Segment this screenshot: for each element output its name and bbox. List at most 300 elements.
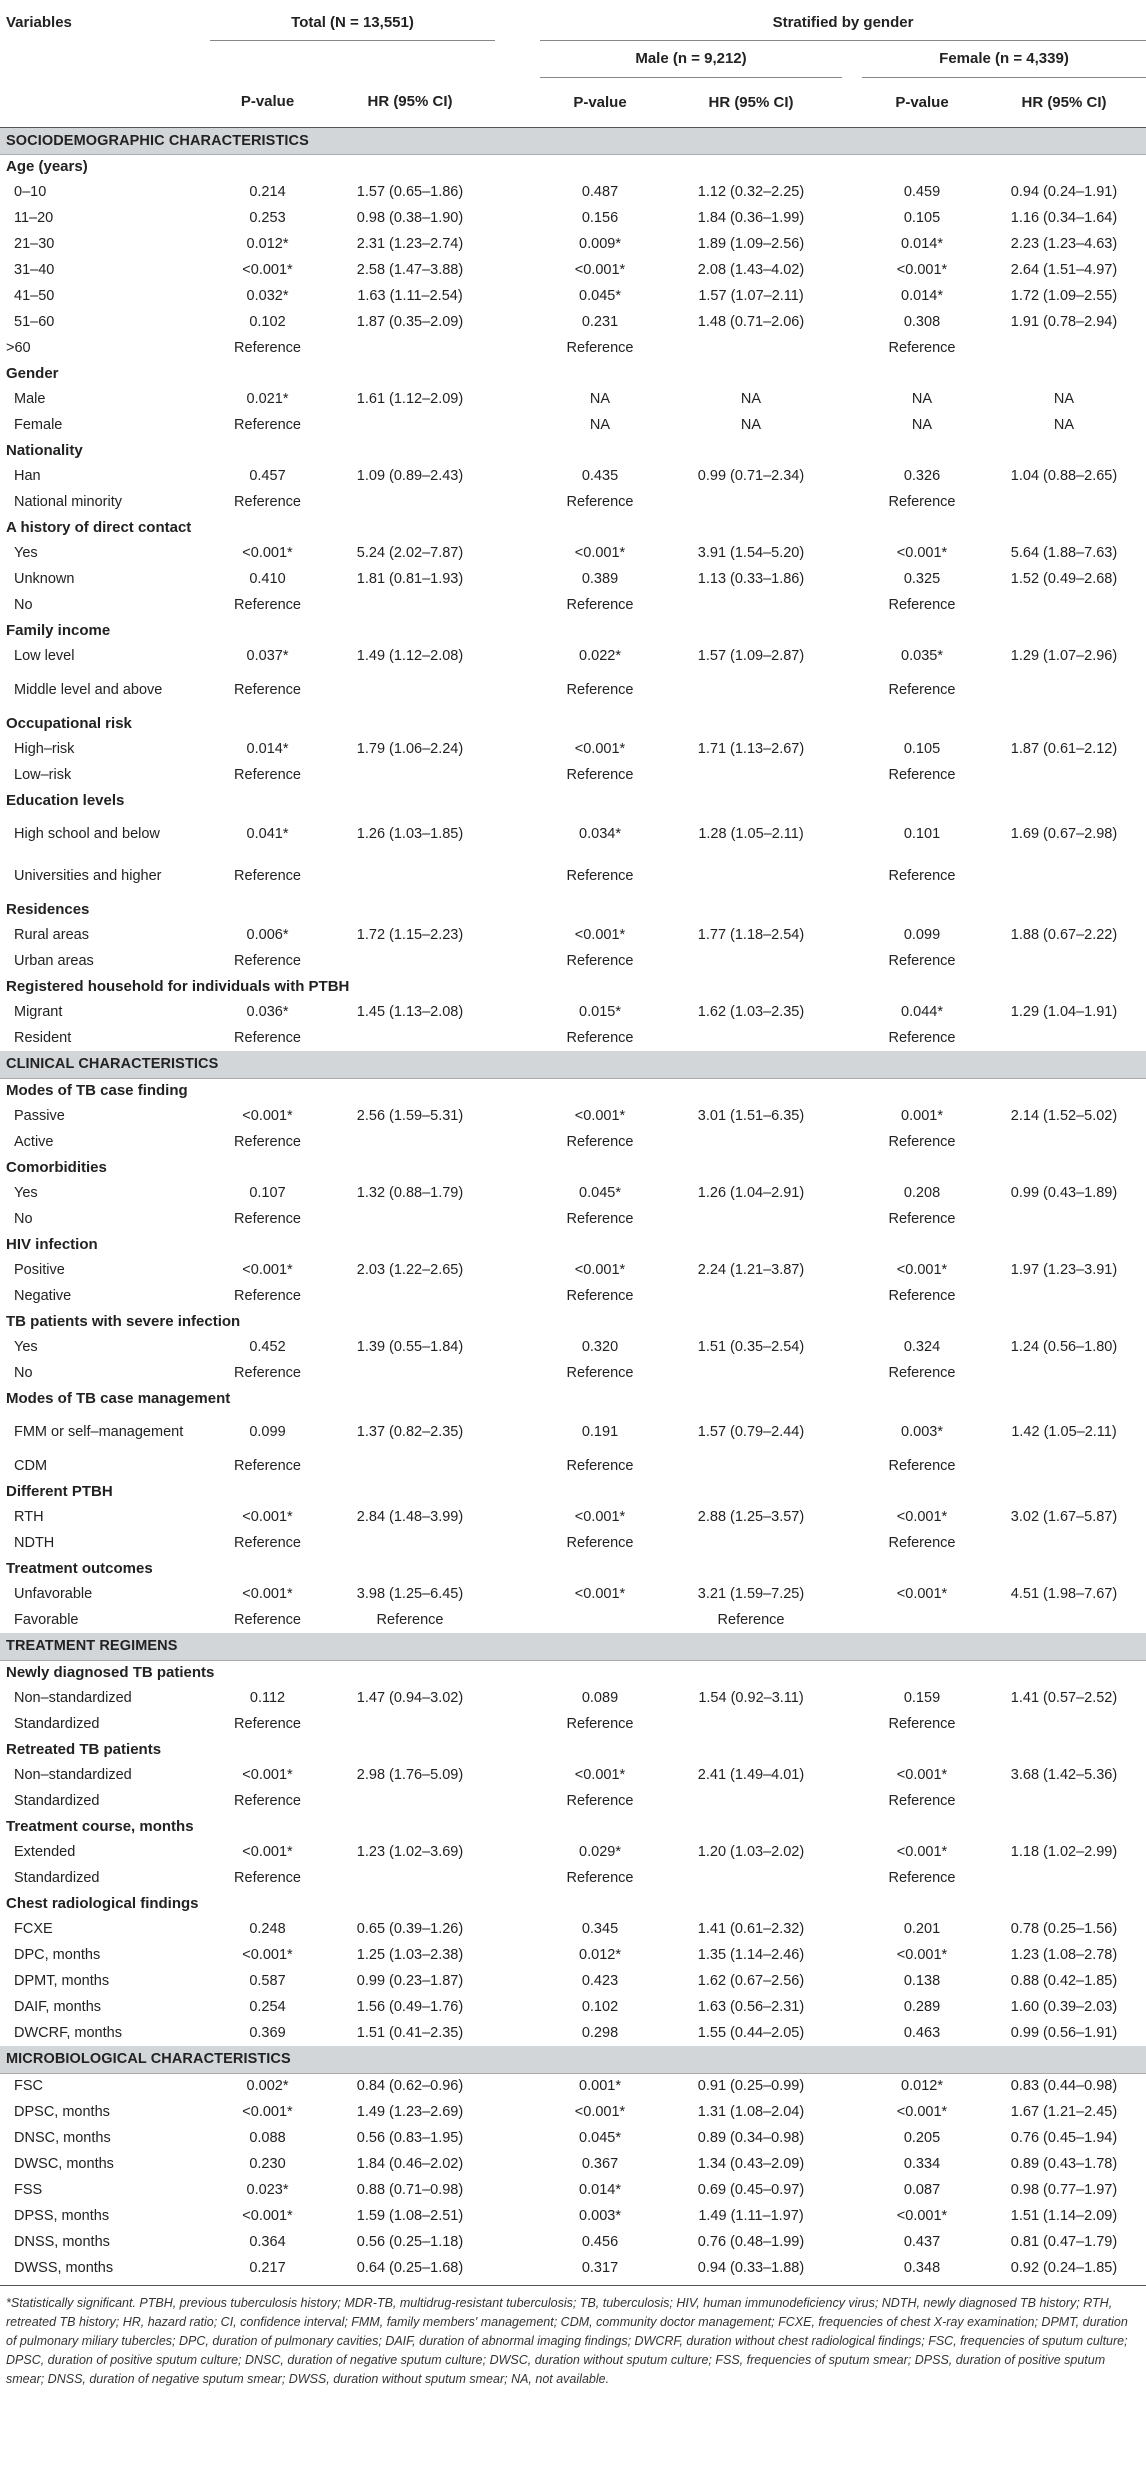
male-hr [660,1283,842,1309]
female-pvalue: 0.326 [903,468,941,484]
male-pvalue: 0.345 [581,1921,619,1937]
spacer [495,1916,540,1942]
total-hr [325,1865,495,1891]
total-pvalue: <0.001* [242,1262,293,1278]
female-pvalue: 0.138 [903,1973,941,1989]
male-pvalue: 0.231 [581,314,619,330]
female-pvalue: 0.289 [903,1999,941,2015]
table-row [0,1865,1146,1891]
total-hr [325,592,495,618]
spacer [842,1994,862,2020]
male-pvalue: 0.435 [581,468,619,484]
female-pvalue: 0.201 [903,1921,941,1937]
spacer [495,179,540,205]
female-pvalue: 0.334 [903,2156,941,2172]
spacer [495,813,540,855]
male-hr: 3.91 (1.54–5.20) [697,545,805,561]
spacer [842,283,862,309]
spacer [842,999,862,1025]
male-pvalue: 0.191 [581,1424,619,1440]
male-pvalue: 0.029* [579,1844,621,1860]
row-label: No [14,597,33,613]
total-pvalue: Reference [234,767,301,783]
variable-group [0,361,1146,386]
total-pvalue: Reference [234,1134,301,1150]
table-row [0,2203,1146,2229]
variable-group [0,1891,1146,1916]
male-pvalue: Reference [566,1134,634,1150]
spacer [842,1788,862,1814]
variable-group [0,1386,1146,1411]
female-hr: 0.83 (0.44–0.98) [1010,2078,1118,2095]
male-hr: 1.31 (1.08–2.04) [697,2104,805,2120]
variable-group-title: Residences [6,901,90,918]
female-pvalue: 0.101 [903,826,941,842]
male-hr [660,1360,842,1386]
spacer [842,1685,862,1711]
spacer [495,1865,540,1891]
spacer [495,257,540,283]
male-hr: 3.21 (1.59–7.25) [697,1586,805,1602]
male-hr [660,1453,842,1479]
table-row [0,489,1146,515]
row-label: DPSS, months [14,2208,110,2224]
table-row [0,999,1146,1025]
female-pvalue: <0.001* [896,1844,948,1860]
total-hr: 1.47 (0.94–3.02) [356,1690,464,1706]
total-pvalue: 0.088 [249,2130,286,2146]
total-pvalue: Reference [234,1793,301,1809]
row-label: Migrant [14,1004,63,1020]
spacer [495,2151,540,2177]
row-label: Positive [14,1262,65,1278]
total-pvalue: <0.001* [242,545,293,561]
spacer [842,1762,862,1788]
spacer [842,412,862,438]
male-hr: 1.77 (1.18–2.54) [697,927,805,943]
female-pvalue: Reference [888,597,956,613]
row-label: Urban areas [14,953,94,969]
female-hr [982,592,1146,618]
male-hr: 1.51 (0.35–2.54) [697,1339,805,1355]
male-pvalue: NA [589,417,611,433]
total-hr: 1.84 (0.46–2.02) [356,2156,464,2172]
total-pvalue: Reference [234,1870,301,1886]
total-hr [325,1025,495,1051]
spacer [842,489,862,515]
variable-group [0,788,1146,813]
spacer [495,669,540,711]
female-pvalue: 0.105 [903,741,941,757]
variable-group-title: Newly diagnosed TB patients [6,1664,215,1682]
female-pvalue: 0.348 [903,2260,941,2276]
male-hr [660,948,842,974]
row-label: FCXE [14,1921,53,1937]
male-pvalue: Reference [566,953,634,969]
spacer [842,762,862,788]
variable-group [0,154,1146,179]
male-pvalue: <0.001* [574,927,626,943]
table-row [0,855,1146,897]
spacer [495,1257,540,1283]
variable-group-title: Occupational risk [6,715,132,732]
male-hr: 1.57 (0.79–2.44) [697,1424,805,1440]
total-hr: 1.63 (1.11–2.54) [357,288,463,304]
male-pvalue: <0.001* [574,1509,626,1525]
total-pvalue: 0.041* [246,826,289,842]
male-hr: NA [740,391,762,407]
spacer [495,1180,540,1206]
row-label: 11–20 [14,210,54,226]
variable-group [0,897,1146,922]
female-pvalue: Reference [888,1793,956,1809]
male-pvalue: Reference [566,1365,634,1381]
row-label: Standardized [14,1870,100,1886]
male-pvalue: Reference [566,868,634,884]
table-row [0,643,1146,669]
table-row [0,1334,1146,1360]
total-pvalue: 0.012* [246,236,289,252]
male-hr: 0.89 (0.34–0.98) [697,2130,805,2146]
female-hr: 0.88 (0.42–1.85) [1010,1973,1118,1989]
spacer [495,922,540,948]
male-pvalue: <0.001* [574,741,626,757]
row-label: FSS [14,2182,43,2198]
spacer [842,179,862,205]
total-hr: 2.03 (1.22–2.65) [356,1262,464,1278]
table-row [0,2099,1146,2125]
spacer [495,2177,540,2203]
male-pvalue: Reference [566,1458,634,1474]
total-pvalue: <0.001* [242,1947,293,1963]
variable-group [0,1737,1146,1762]
spacer [495,1762,540,1788]
table-row [0,2177,1146,2203]
variable-group-title: Nationality [6,442,83,459]
variable-group-title: A history of direct contact [6,519,192,536]
section-header [0,2046,1146,2073]
row-label: Unknown [14,571,75,587]
male-hr: 0.94 (0.33–1.88) [697,2260,805,2276]
spacer [842,948,862,974]
male-pvalue: 0.423 [581,1973,619,1989]
row-label: Passive [14,1108,65,1124]
female-pvalue: 0.325 [903,571,941,587]
female-pvalue: Reference [888,494,956,510]
total-hr: 1.57 (0.65–1.86) [356,184,464,200]
table-row [0,1942,1146,1968]
female-pvalue: <0.001* [896,1767,948,1783]
total-hr [325,1206,495,1232]
female-pvalue: Reference [888,1716,956,1732]
spacer [495,2020,540,2046]
female-pvalue: 0.099 [903,927,941,943]
spacer [495,1103,540,1129]
spacer [495,2203,540,2229]
variable-group [0,515,1146,540]
table-row [0,2229,1146,2255]
spacer [495,2255,540,2281]
spacer [842,309,862,335]
spacer [495,999,540,1025]
female-hr: 1.24 (0.56–1.80) [1010,1339,1118,1355]
row-label: Active [14,1134,54,1150]
male-pvalue: 0.156 [581,210,619,226]
total-pvalue: 0.021* [246,391,289,407]
total-hr: 0.88 (0.71–0.98) [356,2182,464,2198]
female-hr-header: HR (95% CI) [1021,93,1107,111]
spacer [495,1360,540,1386]
total-hr: 1.56 (0.49–1.76) [356,1999,464,2015]
variable-group [0,1309,1146,1334]
total-pvalue: 0.036* [246,1004,289,1020]
total-hr: 0.98 (0.38–1.90) [356,210,464,226]
variable-group-title: Registered household for individuals with PTBH [6,978,350,995]
section-header [0,1633,1146,1660]
female-pvalue: 0.044* [901,1004,943,1020]
variable-group-title: Family income [6,622,111,639]
spacer [842,1025,862,1051]
total-hr: 1.09 (0.89–2.43) [356,468,464,484]
female-hr: 2.23 (1.23–4.63) [1010,236,1118,252]
total-pvalue: 0.364 [249,2234,286,2250]
table-row [0,1453,1146,1479]
female-hr: 0.98 (0.77–1.97) [1010,2182,1118,2198]
table-row [0,231,1146,257]
total-pvalue: 0.014* [246,741,289,757]
male-hr: NA [740,417,762,433]
female-hr: 1.69 (0.67–2.98) [1010,826,1118,842]
variable-group [0,618,1146,643]
total-pvalue: <0.001* [242,1844,293,1860]
total-pvalue: Reference [234,868,301,884]
male-pvalue: <0.001* [574,1262,626,1278]
male-hr: 1.89 (1.09–2.56) [697,236,805,252]
table-row [0,386,1146,412]
female-pvalue [862,1607,982,1633]
male-pvalue: 0.487 [581,184,619,200]
female-hr: 1.87 (0.61–2.12) [1010,741,1118,757]
male-pvalue: Reference [566,1793,634,1809]
female-hr [982,669,1146,711]
spacer [495,762,540,788]
row-label: DNSS, months [14,2234,110,2250]
row-label: >60 [6,340,31,356]
male-hr [660,335,842,361]
spacer [495,1788,540,1814]
male-hr [660,669,842,711]
table-row [0,1257,1146,1283]
total-pvalue: Reference [234,494,301,510]
row-label: Yes [14,545,38,561]
variable-group [0,1232,1146,1257]
table-row [0,257,1146,283]
section-header [0,127,1146,154]
table-row [0,1129,1146,1155]
male-pvalue: 0.045* [579,288,621,304]
total-hr: 0.84 (0.62–0.96) [356,2078,464,2095]
female-hr [982,855,1146,897]
table-row [0,1762,1146,1788]
male-hr [660,1206,842,1232]
total-pvalue: 0.006* [246,927,289,943]
female-pvalue: Reference [888,767,956,783]
row-label: No [14,1365,33,1381]
female-hr: 2.14 (1.52–5.02) [1010,1108,1118,1124]
table-row [0,463,1146,489]
male-pvalue: 0.456 [581,2234,619,2250]
total-hr: 1.23 (1.02–3.69) [356,1844,464,1860]
spacer [842,335,862,361]
table-row [0,1581,1146,1607]
total-hr: 2.84 (1.48–3.99) [356,1509,464,1525]
male-pvalue: 0.014* [579,2182,621,2198]
male-pvalue: Reference [566,1535,634,1551]
female-pvalue: 0.035* [901,648,943,664]
section-header [0,1051,1146,1078]
table-row [0,2125,1146,2151]
stratified-header: Stratified by gender [540,0,1146,40]
female-hr: 2.64 (1.51–4.97) [1010,262,1118,278]
female-hr: 0.89 (0.43–1.78) [1010,2156,1118,2172]
total-pvalue: 0.587 [249,1973,286,1989]
male-hr: 1.41 (0.61–2.32) [697,1921,805,1937]
female-hr: 0.92 (0.24–1.85) [1010,2260,1118,2276]
male-pvalue: 0.089 [581,1690,619,1706]
row-label: Male [14,391,46,407]
male-hr: 1.12 (0.32–2.25) [697,184,805,200]
spacer [842,1530,862,1556]
male-pvalue: 0.009* [579,236,621,252]
table-row [0,283,1146,309]
spacer [842,463,862,489]
spacer [842,2020,862,2046]
female-hr: 1.51 (1.14–2.09) [1010,2208,1118,2224]
total-hr: 1.49 (1.23–2.69) [356,2104,464,2120]
spacer [495,643,540,669]
male-hr [660,1530,842,1556]
female-pvalue: 0.012* [901,2078,943,2095]
female-hr: 0.78 (0.25–1.56) [1010,1921,1118,1937]
female-hr [982,1283,1146,1309]
spacer [495,2073,540,2099]
spacer [495,1581,540,1607]
spacer [495,283,540,309]
total-hr: 1.25 (1.03–2.38) [356,1947,464,1963]
spacer [842,2073,862,2099]
table-row [0,1530,1146,1556]
spacer [842,540,862,566]
total-pvalue: 0.107 [249,1185,286,1201]
female-pvalue: 0.324 [903,1339,941,1355]
male-pvalue-header: P-value [573,93,627,111]
male-pvalue: <0.001* [574,262,626,278]
total-hr: 0.99 (0.23–1.87) [356,1973,464,1989]
spacer [495,386,540,412]
table-row [0,762,1146,788]
spacer [842,1839,862,1865]
total-hr-header: HR (95% CI) [367,93,453,111]
table-row [0,948,1146,974]
row-label: No [14,1211,33,1227]
male-pvalue: 0.102 [581,1999,619,2015]
female-hr [982,489,1146,515]
total-pvalue: Reference [234,1365,301,1381]
female-hr: 1.88 (0.67–2.22) [1010,927,1118,943]
male-hr: 1.48 (0.71–2.06) [697,314,805,330]
male-pvalue: 0.317 [581,2260,619,2276]
total-pvalue: 0.230 [249,2156,286,2172]
female-hr [982,1607,1146,1633]
total-hr: 1.87 (0.35–2.09) [356,314,464,330]
total-hr [325,855,495,897]
male-pvalue: 0.298 [581,2025,619,2041]
variable-group-title: Retreated TB patients [6,1741,162,1758]
row-label: NDTH [14,1535,55,1551]
row-label: DPC, months [14,1947,101,1963]
female-hr [982,335,1146,361]
male-hr: 1.28 (1.05–2.11) [698,826,804,842]
total-pvalue: <0.001* [242,2104,293,2120]
male-hr [660,1025,842,1051]
female-hr: 1.72 (1.09–2.55) [1010,288,1118,304]
table-row [0,736,1146,762]
spacer [495,736,540,762]
female-pvalue: <0.001* [896,262,948,278]
male-pvalue: <0.001* [574,1586,626,1602]
spacer [842,1103,862,1129]
row-label: 51–60 [14,314,55,330]
male-hr [660,592,842,618]
total-hr: 3.98 (1.25–6.45) [356,1586,464,1602]
male-pvalue: Reference [566,597,634,613]
female-pvalue: 0.001* [901,1108,943,1124]
male-pvalue: 0.015* [579,1004,621,1020]
female-hr: 0.94 (0.24–1.91) [1010,184,1118,200]
spacer [495,1206,540,1232]
row-label: RTH [14,1509,44,1525]
table-row [0,205,1146,231]
female-hr: 1.60 (0.39–2.03) [1010,1999,1118,2015]
row-label: Standardized [14,1716,100,1732]
table-row [0,412,1146,438]
table-row [0,592,1146,618]
table-row [0,1283,1146,1309]
spacer [495,1607,540,1633]
spacer [495,2229,540,2255]
spacer [495,463,540,489]
total-pvalue-header: P-value [240,93,295,111]
variable-group-title: HIV infection [6,1236,98,1253]
spacer [842,1607,862,1633]
row-label: Extended [14,1844,76,1860]
female-pvalue: Reference [888,1288,956,1304]
variable-group-title: Education levels [6,792,125,809]
spacer [842,669,862,711]
male-hr: 2.41 (1.49–4.01) [697,1767,805,1783]
table-row [0,335,1146,361]
male-pvalue: 0.012* [579,1947,621,1963]
male-pvalue: 0.001* [579,2078,621,2095]
spacer [495,1839,540,1865]
female-pvalue: Reference [888,1458,956,1474]
total-pvalue: Reference [234,1716,301,1732]
table-row [0,1607,1146,1633]
total-hr [325,1453,495,1479]
total-hr: 0.64 (0.25–1.68) [356,2260,464,2276]
female-hr: 1.18 (1.02–2.99) [1010,1844,1118,1860]
table-row [0,1994,1146,2020]
